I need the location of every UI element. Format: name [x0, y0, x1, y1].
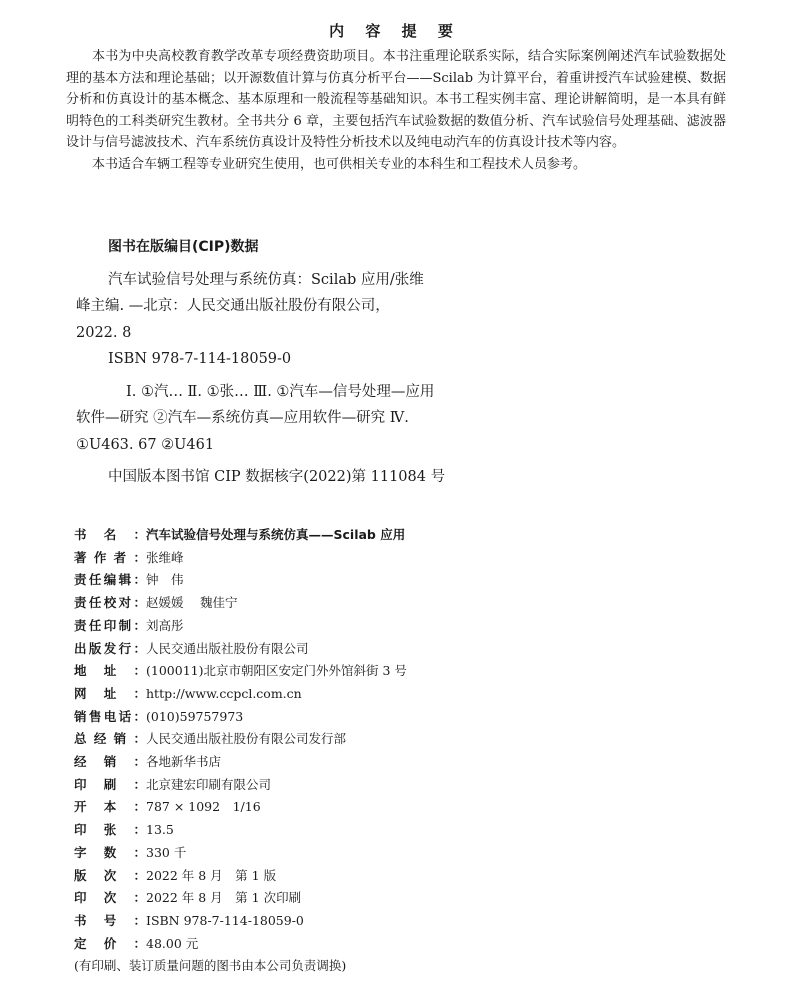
colophon-label: 印 刷 ： — [74, 776, 146, 792]
colophon-value: 48.00 元 — [146, 935, 199, 951]
colophon-label: 开 本 ： — [74, 799, 146, 815]
cip-line: ①U463. 67 ②U461 — [76, 436, 215, 453]
colophon-row — [74, 865, 754, 888]
summary-paragraph: 本书为中央高校教育教学改革专项经费资助项目。本书注重理论联系实际，结合实际案例阐述汽车试验数据处理的基本方法和理论基础；以开源数值计算与仿真分析平台——Scilab 为计算平台，着重讲授汽车试验建模、数据分析和仿真设计的基本概念、基本原理和一般流程等基础知识。本书工程实例丰富、理论讲解简明，是一本具有鲜明特色的工科类研究生教材。全书共分 6 章，主要包括汽车试验数据的数值分析、汽车试验信号处理基础、滤波器设计与信号滤波技术、汽车系统仿真设计及特性分析技术以及纯电动汽车的仿真设计技术等内容。 — [66, 49, 726, 150]
colophon-value: 人民交通出版社股份有限公司发行部 — [146, 731, 347, 747]
summary-paragraph: 本书适合车辆工程等专业研究生使用，也可供相关专业的本科生和工程技术人员参考。 — [92, 156, 587, 172]
colophon-row — [74, 683, 754, 706]
colophon-label: 责 任 校 对 ： — [74, 595, 146, 611]
colophon-label: 定 价 ： — [74, 935, 146, 951]
colophon-value: 2022 年 8 月 第 1 次印刷 — [146, 890, 302, 906]
cip-line: 软件—研究 ②汽车—系统仿真—应用软件—研究 Ⅳ. — [76, 410, 409, 426]
colophon-label: 出 版 发 行 ： — [74, 640, 146, 656]
colophon-label: 字 数 ： — [74, 844, 146, 860]
colophon-label: 地 址 ： — [74, 663, 146, 679]
colophon-row — [74, 728, 754, 751]
cip-line: 汽车试验信号处理与系统仿真：Scilab 应用/张维 — [108, 271, 424, 288]
colophon-row — [74, 547, 754, 570]
colophon-value: 787 × 1092 1/16 — [146, 799, 261, 815]
colophon-row — [74, 660, 754, 683]
colophon-row — [74, 751, 754, 774]
cip-line: 2022. 8 — [76, 324, 132, 341]
colophon-value: 人民交通出版社股份有限公司 — [146, 640, 309, 656]
colophon-label: 书 名 ： — [74, 527, 146, 542]
colophon-row — [74, 887, 754, 910]
cip-line: 中国版本图书馆 CIP 数据核字(2022)第 111084 号 — [108, 469, 446, 485]
colophon-value: 北京建宏印刷有限公司 — [146, 776, 272, 792]
cip-heading: 图书在版编目(CIP)数据 — [108, 239, 259, 255]
colophon-row — [74, 774, 754, 797]
colophon-row — [74, 524, 754, 547]
cip-line: 峰主编. —北京：人民交通出版社股份有限公司， — [76, 298, 390, 314]
colophon-value: 刘高彤 — [146, 617, 184, 633]
colophon-value: 2022 年 8 月 第 1 版 — [146, 867, 277, 883]
cip-line: Ⅰ. ①汽… Ⅱ. ①张… Ⅲ. ①汽车—信号处理—应用 — [126, 383, 435, 400]
colophon-label: 书 号 ： — [74, 912, 146, 928]
colophon-label: 经 销 ： — [74, 754, 146, 770]
colophon-value: 330 千 — [146, 844, 187, 860]
colophon-row — [74, 910, 754, 933]
colophon-row — [74, 615, 754, 638]
colophon-row — [74, 592, 754, 615]
colophon-value: (010)59757973 — [146, 708, 244, 724]
cip-section — [76, 234, 736, 491]
quality-note: (有印刷、装订质量问题的图书由本公司负责调换) — [74, 958, 347, 974]
colophon-value: 钟 伟 — [146, 572, 184, 588]
colophon-value: 13.5 — [146, 822, 174, 838]
colophon-row — [74, 819, 754, 842]
colophon-label: 印 张 ： — [74, 822, 146, 838]
colophon-label: 著 作 者 ： — [74, 549, 146, 565]
colophon-label: 版 次 ： — [74, 867, 146, 883]
colophon-value: 赵媛媛 魏佳宁 — [146, 595, 238, 611]
colophon-row — [74, 638, 754, 661]
colophon-row — [74, 569, 754, 592]
colophon-label: 责 任 编 辑 ： — [74, 572, 146, 588]
colophon-row — [74, 706, 754, 729]
colophon-label: 印 次 ： — [74, 890, 146, 906]
colophon-value: 张维峰 — [146, 549, 184, 565]
colophon-value: 汽车试验信号处理与系统仿真——Scilab 应用 — [146, 527, 406, 542]
colophon-label: 总 经 销 ： — [74, 731, 146, 747]
colophon-label: 网 址 ： — [74, 685, 146, 701]
colophon-row — [74, 933, 754, 956]
colophon-value: ISBN 978-7-114-18059-0 — [146, 912, 304, 928]
colophon-value: (100011)北京市朝阳区安定门外外馆斜街 3 号 — [146, 663, 407, 679]
colophon-value: http://www.ccpcl.com.cn — [146, 685, 302, 701]
colophon-section — [74, 524, 754, 978]
colophon-label: 销 售 电 话 ： — [74, 708, 146, 724]
colophon-row — [74, 796, 754, 819]
colophon-row — [74, 842, 754, 865]
colophon-label: 责 任 印 制 ： — [74, 617, 146, 633]
summary-section — [66, 46, 726, 175]
page-title: 内 容 提 要 — [329, 22, 461, 40]
cip-line: ISBN 978-7-114-18059-0 — [108, 351, 292, 367]
colophon-value: 各地新华书店 — [146, 754, 222, 770]
